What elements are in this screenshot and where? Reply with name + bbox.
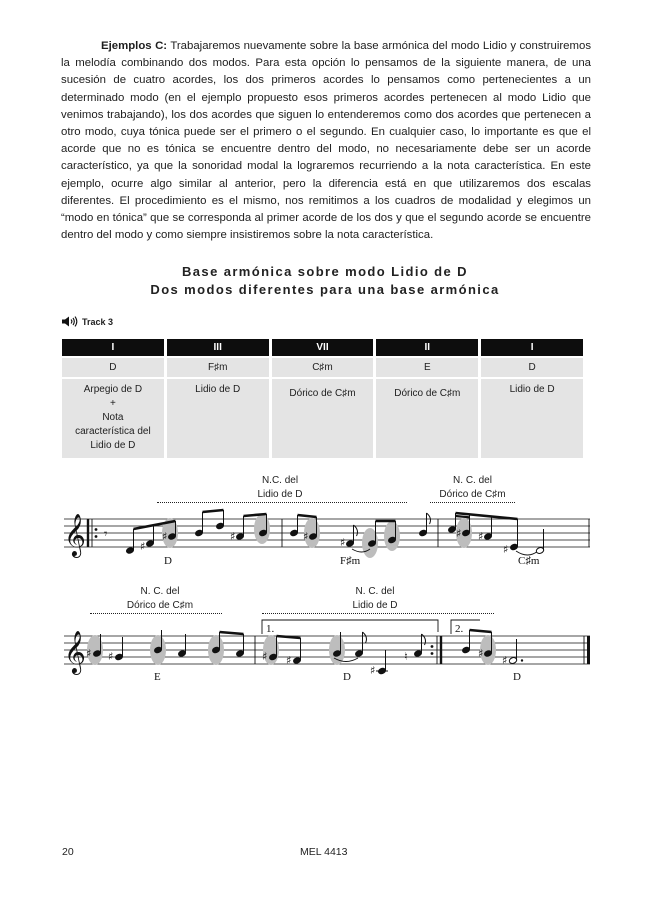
annotation-line: N. C. del: [453, 475, 492, 486]
chord-table: [59, 339, 586, 458]
chord-row: [62, 356, 583, 377]
annotation-dotted-line: [157, 502, 407, 503]
svg-text:♯: ♯: [370, 664, 376, 677]
speaker-icon: [62, 316, 79, 327]
annotation-nc-lidio: [230, 474, 330, 502]
annotation-line: Lidio de D: [352, 600, 398, 611]
treble-clef-icon: 𝄞: [64, 630, 86, 673]
svg-text:♯: ♯: [162, 530, 168, 543]
volta-1-label: 1.: [266, 623, 275, 635]
description-line: característica del: [75, 426, 151, 437]
description-cell: [376, 377, 478, 458]
degree-cell: III: [167, 339, 269, 356]
description-line: Lidio de D: [195, 384, 241, 395]
svg-text:♯: ♯: [230, 530, 236, 543]
eighth-rest-icon: 𝄾: [104, 527, 108, 542]
annotation-line: Lidio de D: [257, 489, 303, 500]
catalog-code: MEL 4413: [300, 846, 348, 858]
intro-body: Trabajaremos nuevamente sobre la base armónica del modo Lidio y construiremos la melodía combinando dos modos. Para esta opción lo pensamos de la siguiente manera, de una sucesión de cuatro acordes, los dos primeros acordes lo pensamos como pertenecientes a un determinado modo (en el ejemplo propuesto esos primeros acordes pertenecen al modo Lidio que venimos trabajando), los dos acordes que siguen lo entenderemos como dos acordes que pertenecen a otro modo, cuya tónica puede ser el primero o el segundo. En cualquier caso, lo importante es que el acorde que no es tónica se encuentre dentro del modo, no necesariamente debe ser un acorde característico, ya que la sonoridad modal la lograremos recurriendo a la nota característica. En este ejemplo, ocurre algo similar al anterior, pero la diferencia está en que utilizaremos dos escalas diferentes. El procedimiento es el mismo, nos remitimos a los cuadros de modalidad y elegimos un “modo en tónica” que se corresponda al primer acorde de los dos y que el segundo acorde se encuentre dentro del modo y como siempre insistiremos sobre la nota característica.: [61, 40, 592, 242]
svg-text:♯: ♯: [502, 654, 508, 667]
svg-text:♯: ♯: [478, 530, 484, 543]
intro-paragraph: [61, 38, 591, 244]
treble-clef-icon: 𝄞: [64, 513, 86, 556]
description-row: [62, 377, 583, 458]
description-line: Dórico de C♯m: [289, 388, 356, 399]
annotation-line: N. C. del: [355, 586, 395, 597]
annotation-dotted-line: [430, 502, 515, 503]
description-line: Lidio de D: [90, 440, 136, 451]
svg-text:♯: ♯: [340, 536, 346, 549]
degree-cell: II: [376, 339, 478, 356]
description-cell: [481, 377, 583, 458]
description-line: Lidio de D: [509, 384, 555, 395]
chord-label: E: [154, 671, 161, 683]
svg-text:♯: ♯: [456, 527, 462, 540]
degree-cell: I: [481, 339, 583, 356]
svg-text:♯: ♯: [140, 540, 146, 553]
annotation-nc-lidio: [325, 585, 425, 613]
svg-text:♯: ♯: [86, 647, 92, 660]
section-subheading: Dos modos diferentes para una base armónica: [150, 282, 500, 297]
description-cell: [167, 377, 269, 458]
degree-row: [62, 339, 583, 356]
staff-system-2: [0, 612, 650, 692]
annotation-line: N.C. del: [261, 475, 299, 486]
volta-2-label: 2.: [455, 623, 464, 635]
svg-text:♮: ♮: [404, 650, 408, 663]
chord-label: D: [164, 555, 172, 567]
description-line: +: [109, 398, 116, 409]
chord-cell: E: [376, 356, 478, 377]
chord-cell: C♯m: [272, 356, 374, 377]
annotation-line: N. C. del: [140, 586, 180, 597]
description-cell: [62, 377, 164, 458]
svg-text:♯: ♯: [286, 654, 292, 667]
svg-text:♯: ♯: [503, 543, 509, 556]
annotation-nc-dorico: [105, 585, 215, 613]
description-line: Arpegio de D: [83, 384, 143, 395]
chord-label: D: [513, 671, 521, 683]
degree-cell: I: [62, 339, 164, 356]
track-label-text: Track 3: [82, 316, 114, 327]
chord-cell: D: [62, 356, 164, 377]
degree-cell: VII: [272, 339, 374, 356]
intro-lead: Ejemplos C:: [101, 40, 168, 52]
section-heading: Base armónica sobre modo Lidio de D: [182, 264, 468, 279]
svg-text:♯: ♯: [262, 650, 268, 663]
chord-label: F♯m: [340, 555, 361, 567]
annotation-nc-dorico: [420, 474, 525, 502]
svg-text:♯: ♯: [108, 650, 114, 663]
description-cell: [272, 377, 374, 458]
chord-cell: D: [481, 356, 583, 377]
annotation-line: Dórico de C♯m: [126, 600, 194, 611]
annotation-line: Dórico de C♯m: [439, 489, 506, 500]
svg-text:♯: ♯: [478, 647, 484, 660]
chord-label: C♯m: [518, 555, 540, 567]
track-label: [62, 316, 113, 327]
chord-label: D: [343, 671, 351, 683]
chord-cell: F♯m: [167, 356, 269, 377]
volta-brackets: [262, 620, 480, 634]
description-line: Dórico de C♯m: [394, 388, 461, 399]
staff-system-1: [0, 505, 650, 585]
svg-text:♯: ♯: [303, 530, 309, 543]
page-number: 20: [62, 846, 74, 858]
description-line: Nota: [102, 412, 124, 423]
